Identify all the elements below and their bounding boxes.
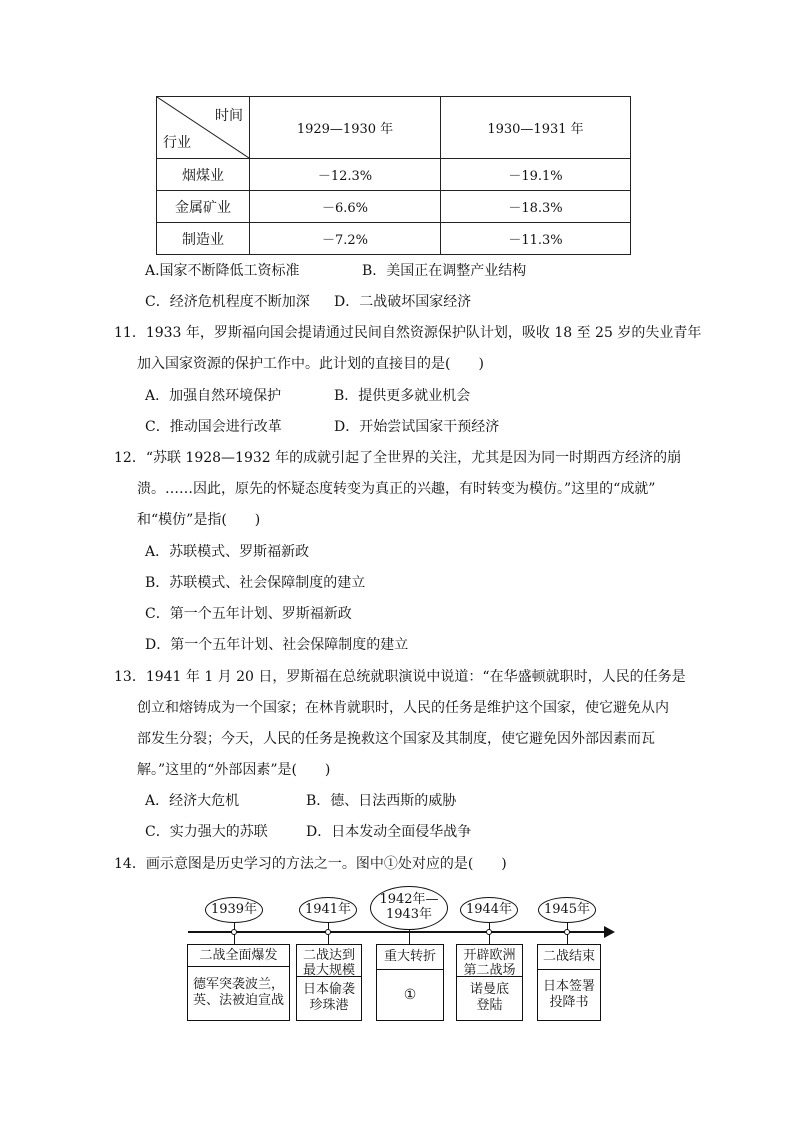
axis-dot (486, 929, 492, 935)
timeline-axis (188, 931, 606, 933)
row-value: －18.3% (441, 191, 631, 223)
q10-option-d: D．二战破坏国家经济 (334, 294, 472, 310)
event-box-detail: 日本偷袭 珍珠港 (302, 982, 355, 1013)
event-box-detail: 日本签署 投降书 (542, 979, 595, 1010)
q13-stem-line4: 解。”这里的“外部因素”是( ) (137, 762, 331, 778)
q10-option-c: C．经济危机程度不断加深 (145, 294, 310, 310)
q12-option-c: C．第一个五年计划、罗斯福新政 (145, 606, 352, 622)
q13-option-a: A．经济大危机 (145, 793, 240, 809)
row-label: 烟煤业 (157, 159, 250, 191)
event-box-title: 二战达到 最大规模 (297, 945, 361, 977)
diagonal-header-cell (157, 97, 250, 159)
q13-stem-line1: 13．1941 年 1 月 20 日，罗斯福在总统就职演说中说道：“在华盛顿就职时，人民的任务是 (114, 669, 686, 685)
axis-dot (564, 929, 570, 935)
event-box-placeholder-1: ① (403, 987, 417, 1003)
axis-dot (325, 929, 331, 935)
header-industry: 行业 (163, 135, 191, 151)
row-value: －6.6% (250, 191, 441, 223)
year-oval-1944: 1944年 (460, 897, 518, 923)
event-box-detail: 德军突袭波兰， 英、法被迫宣战 (192, 977, 284, 1008)
event-box-title: 重大转折 (377, 945, 443, 970)
q12-option-d: D．第一个五年计划、社会保障制度的建立 (145, 637, 409, 653)
q11-stem-line1: 11．1933 年，罗斯福向国会提请通过民间自然资源保护队计划，吸收 18 至 25 岁的失业青年 (114, 325, 702, 341)
event-box-title: 二战全面爆发 (188, 945, 289, 967)
q14-stem-line1: 14．画示意图是历史学习的方法之一。图中①处对应的是( ) (114, 856, 507, 872)
header-time: 时间 (215, 108, 243, 124)
event-box-1945 (537, 944, 601, 1021)
q12-option-b: B．苏联模式、社会保障制度的建立 (145, 575, 366, 591)
year-oval-1941: 1941年 (299, 897, 357, 923)
q11-option-b: B．提供更多就业机会 (334, 388, 471, 404)
column-header-1: 1929—1930 年 (250, 97, 441, 159)
row-value: －11.3% (441, 223, 631, 255)
event-box-1939 (187, 944, 290, 1021)
q13-stem-line3: 部发生分裂；今天，人民的任务是挽救这个国家及其制度，使它避免因外部因素而瓦 (137, 731, 655, 747)
event-box-title: 二战结束 (538, 945, 600, 970)
industry-decline-table (156, 96, 631, 255)
row-label: 金属矿业 (157, 191, 250, 223)
q10-option-b: B．美国正在调整产业结构 (362, 263, 527, 279)
connector-line (409, 930, 410, 944)
q12-stem-line1: 12．“苏联 1928—1932 年的成就引起了全世界的关注，尤其是因为同一时期西方经济的崩 (114, 450, 682, 466)
column-header-2: 1930—1931 年 (441, 97, 631, 159)
row-value: －7.2% (250, 223, 441, 255)
q13-option-b: B．德、日法西斯的威胁 (306, 793, 457, 809)
event-box-1941 (296, 944, 362, 1021)
event-box-title: 开辟欧洲 第二战场 (457, 945, 522, 977)
year-oval-1942-1943: 1942年— 1943年 (370, 886, 448, 930)
axis-dot (231, 929, 237, 935)
q11-option-a: A．加强自然环境保护 (145, 388, 282, 404)
event-box-detail: 诺曼底 登陆 (469, 982, 509, 1013)
event-box-1944 (456, 944, 523, 1021)
q11-option-c: C．推动国会进行改革 (145, 419, 282, 435)
year-oval-1945: 1945年 (538, 897, 596, 923)
q11-option-d: D．开始尝试国家干预经济 (334, 419, 500, 435)
q10-option-a: A.国家不断降低工资标准 (145, 263, 300, 279)
q13-stem-line2: 创立和熔铸成为一个国家；在林肯就职时，人民的任务是维护这个国家，使它避免从内 (137, 700, 669, 716)
event-box-1942-1943 (376, 944, 444, 1021)
q12-option-a: A．苏联模式、罗斯福新政 (145, 544, 310, 560)
q11-stem-line2: 加入国家资源的保护工作中。此计划的直接目的是( ) (137, 356, 484, 372)
q12-stem-line3: 和“模仿”是指( ) (137, 512, 261, 528)
q12-stem-line2: 溃。……因此，原先的怀疑态度转变为真正的兴趣，有时转变为模仿。”这里的“成就” (137, 481, 656, 497)
row-value: －12.3% (250, 159, 441, 191)
row-value: －19.1% (441, 159, 631, 191)
q13-option-c: C．实力强大的苏联 (145, 824, 268, 840)
year-oval-1939: 1939年 (205, 897, 263, 923)
timeline-arrowhead (604, 926, 615, 938)
row-label: 制造业 (157, 223, 250, 255)
q13-option-d: D．日本发动全面侵华战争 (306, 824, 472, 840)
